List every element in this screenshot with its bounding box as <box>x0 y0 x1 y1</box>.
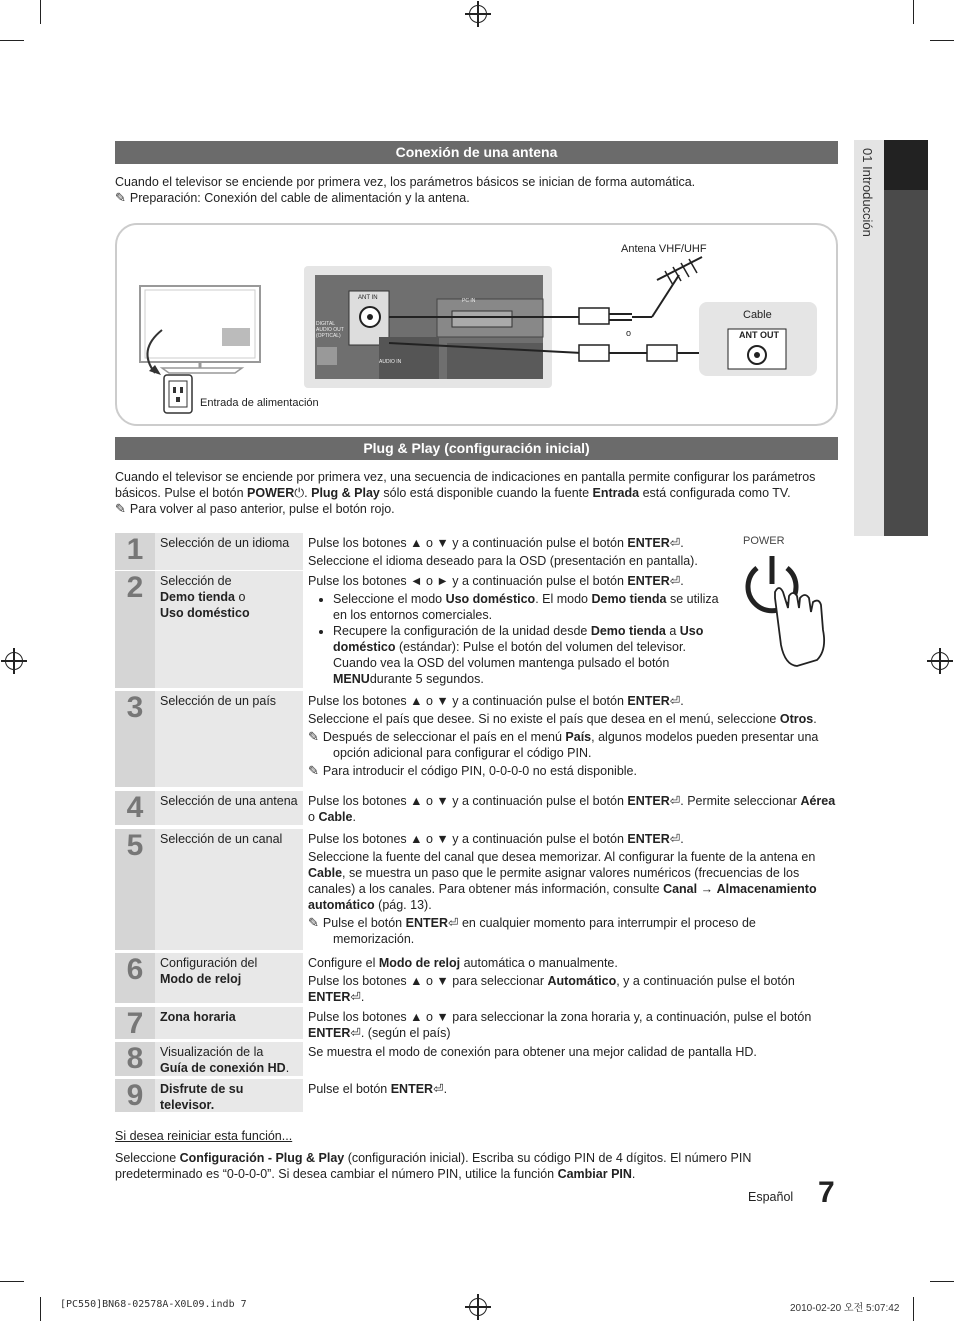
step-4 <box>115 791 838 825</box>
enter-icon: ⏎ <box>669 536 681 550</box>
section-title-antenna: Conexión de una antena <box>115 141 838 164</box>
audio-in-label: AUDIO IN <box>379 359 402 365</box>
pencil-note-icon: ✎ <box>115 190 126 205</box>
step-number: 7 <box>115 1007 155 1039</box>
step-number: 5 <box>115 829 155 950</box>
step-description: Pulse los botones ▲ o ▼ y a continuación pulse el botón ENTER⏎. Permite seleccionar Aérea o Cable. <box>308 794 836 824</box>
list-item: • Seleccione el modo Uso doméstico. El modo Demo tienda se utiliza en los entornos comerciales. <box>333 591 728 623</box>
pc-in-label: PC IN <box>462 298 476 304</box>
reset-heading: Si desea reiniciar esta función... <box>115 1129 293 1143</box>
step-2 <box>115 571 838 688</box>
enter-icon: ⏎ <box>447 916 459 930</box>
power-entry-label: Entrada de alimentación <box>200 397 319 409</box>
antenna-label: Antena VHF/UHF <box>621 243 707 255</box>
step-number: 3 <box>115 691 155 787</box>
list-item: • Recupere la configuración de la unidad desde Demo tienda a Uso doméstico (estándar): Pulse el botón del volumen del televisor. Cuando vea la OSD del volumen mantenga pulsado el botón MENUdurante 5 segundos. <box>333 623 728 687</box>
enter-icon: ⏎ <box>350 1026 361 1040</box>
page-number: 7 <box>818 1176 835 1209</box>
enter-icon: ⏎ <box>669 832 681 846</box>
note-text: Para volver al paso anterior, pulse el botón rojo. <box>129 502 395 516</box>
step-title: Selección de Demo tienda o Uso doméstico <box>155 571 303 688</box>
ant-in-label: ANT IN <box>358 295 378 301</box>
step-number: 9 <box>115 1079 155 1112</box>
step-number: 4 <box>115 791 155 825</box>
step-number: 6 <box>115 953 155 1003</box>
power-button-label: POWER <box>743 535 785 547</box>
step-number: 2 <box>115 571 155 688</box>
reset-section <box>115 1128 840 1182</box>
pencil-note-icon: ✎ <box>308 763 319 778</box>
step-6 <box>115 953 838 1003</box>
intro-text: Cuando el televisor se enciende por primera vez, los parámetros básicos se inician de forma automática. <box>115 175 696 189</box>
step-8 <box>115 1042 838 1076</box>
registration-mark-icon <box>469 1298 487 1316</box>
step-title: Selección de una antena <box>155 791 303 825</box>
enter-icon: ⏎ <box>669 694 681 708</box>
step-title: Disfrute de su televisor. <box>155 1079 303 1112</box>
chapter-label: 01 Introducción <box>860 148 875 237</box>
section-title-plug-play: Plug & Play (configuración inicial) <box>115 437 838 460</box>
step-number: 1 <box>115 533 155 570</box>
registration-mark-icon <box>5 652 23 670</box>
footer-file: [PC550]BN68-02578A-X0L09.indb 7 <box>60 1299 247 1310</box>
step-9 <box>115 1079 838 1112</box>
step-1 <box>115 533 838 570</box>
chapter-sidebar <box>854 140 928 536</box>
step-description: Pulse los botones ◄ o ► y a continuación pulse el botón ENTER⏎. • Seleccione el modo Uso doméstico. El modo Demo tienda se utiliza en los entornos comerciales. • Recupere la configuración de la unidad desde Demo tienda a Uso doméstico (estándar): Pulse el botón del volumen del televisor. Cuando vea la OSD del volumen mantenga pulsado el botón MENUdurante 5 segundos. <box>308 571 728 687</box>
digital-audio-label: DIGITAL AUDIO OUT (OPTICAL) <box>316 321 344 339</box>
step-description: Pulse los botones ▲ o ▼ y a continuación pulse el botón ENTER⏎. Seleccione la fuente del canal que desea memorizar. Al configurar la fuente de la antena en Cable, se muestra un paso que le permite asignar valores numéricos (frecuencias de los canales) a los canales. Para obtener más información, consulte Canal → Almacenamiento automático (pág. 13). ✎ Pulse el botón ENTER⏎ en cualquier momento para interrumpir el proceso de memorización. <box>308 832 817 946</box>
step-title: Selección de un canal <box>155 829 303 950</box>
registration-mark-icon <box>469 5 487 23</box>
step-title: Selección de un país <box>155 691 303 787</box>
step-3 <box>115 691 838 787</box>
antenna-intro <box>115 174 840 206</box>
step-title: Zona horaria <box>155 1007 303 1039</box>
step-description: Pulse los botones ▲ o ▼ para seleccionar la zona horaria y, a continuación, pulse el botón ENTER⏎. (según el país) <box>308 1010 812 1040</box>
cable-label: Cable <box>743 309 772 321</box>
step-title: Configuración del Modo de reloj <box>155 953 303 1003</box>
reset-text: Seleccione Configuración - Plug & Play (configuración inicial). Escriba su código PIN de 4 dígitos. El número PIN predeterminado es “0-0-0-0”. Si desea cambiar el número PIN, utilice la función Cambiar PIN. <box>115 1151 752 1181</box>
pencil-note-icon: ✎ <box>115 501 126 516</box>
note-text: Preparación: Conexión del cable de alimentación y la antena. <box>129 191 470 205</box>
step-title: Selección de un idioma <box>155 533 303 570</box>
registration-mark-icon <box>931 652 949 670</box>
step-number: 8 <box>115 1042 155 1076</box>
step-description: Se muestra el modo de conexión para obtener una mejor calidad de pantalla HD. <box>308 1045 757 1059</box>
enter-icon: ⏎ <box>669 574 681 588</box>
step-description: Pulse los botones ▲ o ▼ y a continuación pulse el botón ENTER⏎. Seleccione el país que desee. Si no existe el país que desea en el menú, seleccione Otros. ✎ Después de seleccionar el país en el menú País, algunos modelos pueden presentar una opción adicional para configurar el código PIN. ✎ Para introducir el código PIN, 0-0-0-0 no está disponible. <box>308 694 819 778</box>
connection-diagram <box>115 223 838 426</box>
step-7 <box>115 1007 838 1039</box>
pencil-note-icon: ✎ <box>308 729 319 744</box>
footer-date: 2010-02-20 오전 5:07:42 <box>790 1303 900 1314</box>
step-5 <box>115 829 838 950</box>
step-description: Pulse el botón ENTER⏎. <box>308 1082 448 1096</box>
plug-play-intro: Cuando el televisor se enciende por primera vez, una secuencia de indicaciones en pantalla permite configurar los parámetros básicos. Pulse el botón POWER⏻. Plug & Play sólo está disponible cuando la fuente Entrada está configurada como TV. ✎ Para volver al paso anterior, pulse el botón rojo. <box>115 470 816 516</box>
diagram-drawing <box>117 225 836 424</box>
step-description: Pulse los botones ▲ o ▼ y a continuación pulse el botón ENTER⏎. Seleccione el idioma deseado para la OSD (presentación en pantalla). <box>308 536 698 568</box>
footer-language: Español <box>748 1190 794 1204</box>
enter-icon: ⏎ <box>433 1082 444 1096</box>
ant-out-label: ANT OUT <box>739 330 779 340</box>
power-icon: ⏻ <box>294 486 305 500</box>
pencil-note-icon: ✎ <box>308 915 319 930</box>
enter-icon: ⏎ <box>669 794 681 808</box>
enter-icon: ⏎ <box>350 990 361 1004</box>
step-title: Visualización de la Guía de conexión HD. <box>155 1042 303 1076</box>
or-label: o <box>626 328 632 338</box>
step-description: Configure el Modo de reloj automática o manualmente. Pulse los botones ▲ o ▼ para seleccionar Automático, y a continuación pulse el botón ENTER⏎. <box>308 956 795 1004</box>
